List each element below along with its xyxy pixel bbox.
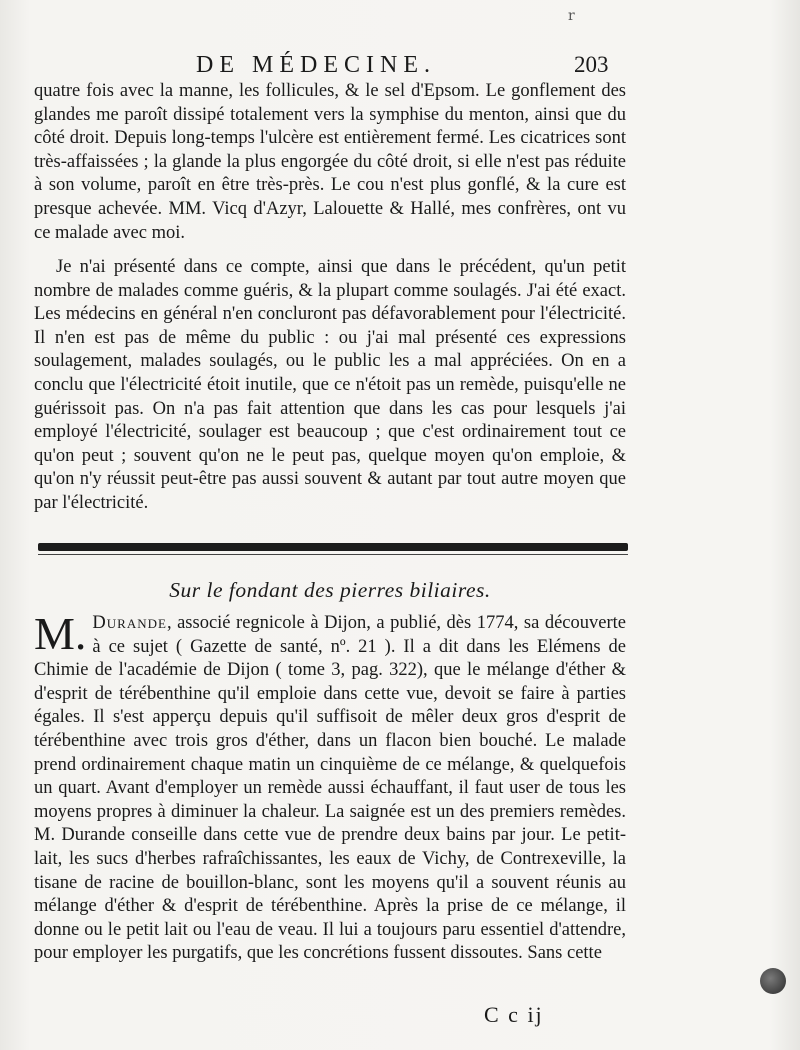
paragraph-text: quatre fois avec la manne, les follicules, & le sel d'Epsom. Le gonflement des glandes me paroît dissipé totalement vers la symphise du menton, ainsi que du côté droit. Depuis long-temps l'ulcère est entièrement fermé. Les cicatrices sont très-affaissées ; la glande la plus engorgée du côté droit, si elle n'est pas réduite à son volume, paroît en être très-près. Le cou n'est plus gonflé, & la cure est presque achevée. MM. Vicq d'Azyr, Lalouette & Hallé, mes confrères, ont vu ce malade avec moi. bbox=[34, 81, 626, 243]
running-title: DE MÉDECINE. bbox=[196, 52, 436, 78]
page-number: 203 bbox=[574, 52, 609, 77]
paragraph-electricity bbox=[34, 256, 626, 516]
signature-mark: C c ij bbox=[484, 1002, 544, 1027]
author-name: Durande bbox=[92, 613, 167, 633]
paragraph-text: Je n'ai présenté dans ce compte, ainsi que dans le précédent, qu'un petit nombre de malades comme guéris, & la plupart comme soulagés. J'ai été exact. Les médecins en général n'en concluront pas défavorablement pour l'électricité. Il n'en est pas de même du public : ou j'ai mal présenté ces expressions soulagement, malades soulagés, ou le public les a mal appréciées. On en a conclu que l'électricité étoit inutile, que ce n'étoit pas un remède, puisqu'elle ne guérissoit pas. On n'a pas fait attention que dans les cas pour lesquels j'ai employé l'électricité, soulager est beaucoup ; que c'est ordinairement tout ce qu'on peut ; souvent qu'on ne le peut pas, quelque moyen qu'on emploie, & qu'on n'y réussit peut-être pas aussi souvent & autant par tout autre moyen que par l'électricité. bbox=[34, 257, 626, 513]
section-divider bbox=[38, 543, 628, 551]
running-head bbox=[0, 52, 800, 82]
section-title: Sur le fondant des pierres biliaires. bbox=[169, 578, 491, 602]
section-divider-thin bbox=[38, 554, 628, 555]
drop-cap: M. bbox=[34, 608, 87, 659]
section-paragraph bbox=[34, 608, 626, 966]
section-text: , associé regnicole à Dijon, a publié, dès 1774, sa découverte à ce sujet ( Gazette de santé, nº. 21 ). Il a dit dans les Elémens de Chimie de l'académie de Dijon ( tome 3, pag. 322), que le mélange d'éther & d'esprit de térébenthine qu'il emploie dans cette vue, devoit se faire à parties égales. Il s'est apperçu depuis qu'il suffisoit de mêler deux gros d'esprit de térébenthine avec trois gros d'éther, dans un flacon bien bouché. Le malade prend ordinairement chaque matin un cinquième de ce mélange, & quelquefois un quart. Avant d'employer un remède aussi échauffant, il faut user de tous les moyens propres à diminuer la chaleur. La saignée est un des premiers remèdes. M. Durande conseille dans cette vue de prendre deux bains par jour. Le petit-lait, les sucs d'herbes rafraîchissantes, les eaux de Vichy, de Contrexeville, la tisane de racine de bouillon-blanc, sont les moyens qu'il a souvent réunis au mélange d'éther & d'esprit de térébenthine. Après la prise de ce mélange, il donne ou le petit lait ou l'eau de veau. Il lui a toujours paru essentiel d'attendre, pour employer les purgatifs, que les concrétions fussent dissoutes. Sans cette bbox=[34, 613, 626, 964]
corner-mark: r bbox=[568, 8, 575, 24]
library-stamp bbox=[760, 968, 786, 994]
paragraph-continuation bbox=[34, 80, 626, 245]
section-body bbox=[34, 608, 626, 966]
